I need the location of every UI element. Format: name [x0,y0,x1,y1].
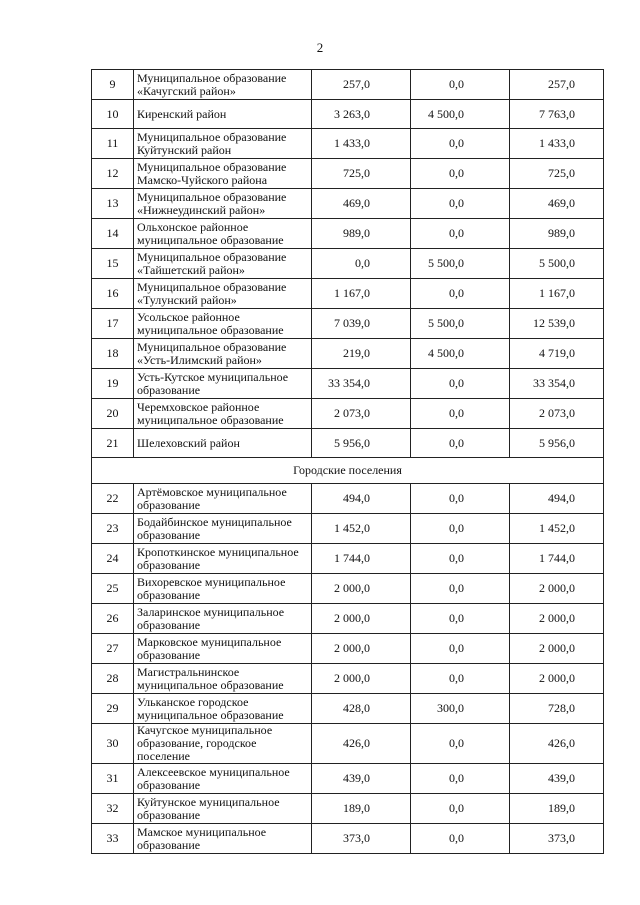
value-col-2: 0,0 [411,794,510,824]
value-col-total: 5 500,0 [510,249,604,279]
value-col-2: 0,0 [411,484,510,514]
row-number: 24 [92,544,134,574]
municipality-name: Марковское муниципальное образование [134,634,312,664]
value-col-2: 0,0 [411,129,510,159]
table-body-municipal-districts [92,70,604,458]
value-col-1: 428,0 [312,694,411,724]
value-col-total: 426,0 [510,724,604,764]
row-number: 27 [92,634,134,664]
row-number: 20 [92,399,134,429]
value-col-2: 0,0 [411,514,510,544]
row-number: 10 [92,100,134,129]
row-number: 33 [92,824,134,854]
row-number: 25 [92,574,134,604]
table-row [92,794,604,824]
row-number: 19 [92,369,134,399]
budget-table [91,69,604,854]
value-col-total: 2 000,0 [510,574,604,604]
value-col-2: 0,0 [411,664,510,694]
row-number: 14 [92,219,134,249]
table-row [92,70,604,100]
table-row [92,724,604,764]
municipality-name: Муниципальное образование «Нижнеудинский район» [134,189,312,219]
table-body-urban-settlements [92,484,604,854]
value-col-1: 257,0 [312,70,411,100]
row-number: 16 [92,279,134,309]
row-number: 29 [92,694,134,724]
section-header-row [92,458,604,484]
value-col-1: 1 744,0 [312,544,411,574]
table-row [92,249,604,279]
table-row [92,219,604,249]
value-col-2: 0,0 [411,824,510,854]
value-col-1: 1 167,0 [312,279,411,309]
value-col-total: 2 073,0 [510,399,604,429]
value-col-1: 426,0 [312,724,411,764]
municipality-name: Заларинское муниципальное образование [134,604,312,634]
value-col-1: 189,0 [312,794,411,824]
value-col-1: 0,0 [312,249,411,279]
municipality-name: Кропоткинское муниципальное образование [134,544,312,574]
table-section-urban [92,458,604,484]
value-col-2: 0,0 [411,189,510,219]
municipality-name: Муниципальное образование Мамско-Чуйского района [134,159,312,189]
value-col-1: 3 263,0 [312,100,411,129]
table-row [92,824,604,854]
value-col-1: 7 039,0 [312,309,411,339]
section-title: Городские поселения [92,458,604,484]
municipality-name: Бодайбинское муниципальное образование [134,514,312,544]
value-col-2: 0,0 [411,429,510,458]
municipality-name: Муниципальное образование Куйтунский район [134,129,312,159]
value-col-1: 1 433,0 [312,129,411,159]
row-number: 18 [92,339,134,369]
municipality-name: Усольское районное муниципальное образование [134,309,312,339]
value-col-total: 989,0 [510,219,604,249]
table-row [92,399,604,429]
value-col-total: 1 452,0 [510,514,604,544]
value-col-total: 4 719,0 [510,339,604,369]
value-col-1: 33 354,0 [312,369,411,399]
value-col-total: 1 744,0 [510,544,604,574]
row-number: 22 [92,484,134,514]
value-col-2: 4 500,0 [411,100,510,129]
municipality-name: Черемховское районное муниципальное образование [134,399,312,429]
value-col-1: 2 000,0 [312,634,411,664]
value-col-total: 12 539,0 [510,309,604,339]
value-col-total: 2 000,0 [510,604,604,634]
page-number: 2 [316,40,324,55]
value-col-total: 494,0 [510,484,604,514]
municipality-name: Муниципальное образование «Качугский район» [134,70,312,100]
row-number: 31 [92,764,134,794]
value-col-2: 0,0 [411,724,510,764]
value-col-2: 5 500,0 [411,309,510,339]
value-col-2: 0,0 [411,544,510,574]
table-row [92,604,604,634]
table-row [92,764,604,794]
table-row [92,694,604,724]
table-row [92,309,604,339]
value-col-2: 0,0 [411,369,510,399]
value-col-1: 219,0 [312,339,411,369]
row-number: 23 [92,514,134,544]
value-col-1: 725,0 [312,159,411,189]
municipality-name: Куйтунское муниципальное образование [134,794,312,824]
row-number: 32 [92,794,134,824]
value-col-1: 5 956,0 [312,429,411,458]
value-col-2: 0,0 [411,764,510,794]
table-row [92,100,604,129]
value-col-total: 439,0 [510,764,604,794]
municipality-name: Алексеевское муниципальное образование [134,764,312,794]
value-col-1: 439,0 [312,764,411,794]
row-number: 21 [92,429,134,458]
value-col-2: 4 500,0 [411,339,510,369]
row-number: 12 [92,159,134,189]
value-col-2: 0,0 [411,219,510,249]
municipality-name: Ольхонское районное муниципальное образование [134,219,312,249]
value-col-2: 300,0 [411,694,510,724]
municipality-name: Качугское муниципальное образование, городское поселение [134,724,312,764]
row-number: 13 [92,189,134,219]
value-col-total: 189,0 [510,794,604,824]
municipality-name: Артёмовское муниципальное образование [134,484,312,514]
municipality-name: Киренский район [134,100,312,129]
table-row [92,574,604,604]
value-col-total: 257,0 [510,70,604,100]
value-col-total: 725,0 [510,159,604,189]
value-col-total: 33 354,0 [510,369,604,399]
value-col-total: 2 000,0 [510,634,604,664]
row-number: 15 [92,249,134,279]
table-row [92,634,604,664]
value-col-2: 0,0 [411,574,510,604]
value-col-2: 5 500,0 [411,249,510,279]
row-number: 30 [92,724,134,764]
value-col-total: 5 956,0 [510,429,604,458]
value-col-2: 0,0 [411,634,510,664]
table-row [92,159,604,189]
municipality-name: Муниципальное образование «Тулунский район» [134,279,312,309]
value-col-total: 1 433,0 [510,129,604,159]
value-col-1: 469,0 [312,189,411,219]
value-col-total: 373,0 [510,824,604,854]
value-col-2: 0,0 [411,604,510,634]
value-col-2: 0,0 [411,70,510,100]
value-col-1: 373,0 [312,824,411,854]
municipality-name: Ульканское городское муниципальное образование [134,694,312,724]
municipality-name: Магистральнинское муниципальное образование [134,664,312,694]
table-row [92,189,604,219]
row-number: 9 [92,70,134,100]
value-col-total: 469,0 [510,189,604,219]
value-col-total: 2 000,0 [510,664,604,694]
table-row [92,544,604,574]
value-col-1: 2 000,0 [312,664,411,694]
municipality-name: Мамское муниципальное образование [134,824,312,854]
row-number: 28 [92,664,134,694]
value-col-2: 0,0 [411,399,510,429]
table-row [92,339,604,369]
municipality-name: Вихоревское муниципальное образование [134,574,312,604]
value-col-total: 1 167,0 [510,279,604,309]
value-col-2: 0,0 [411,159,510,189]
row-number: 17 [92,309,134,339]
value-col-total: 728,0 [510,694,604,724]
municipality-name: Усть-Кутское муниципальное образование [134,369,312,399]
value-col-1: 2 073,0 [312,399,411,429]
municipality-name: Муниципальное образование «Тайшетский район» [134,249,312,279]
table-row [92,369,604,399]
table-row [92,129,604,159]
value-col-1: 494,0 [312,484,411,514]
table-row [92,484,604,514]
value-col-total: 7 763,0 [510,100,604,129]
table-row [92,514,604,544]
value-col-1: 2 000,0 [312,574,411,604]
row-number: 26 [92,604,134,634]
table-row [92,429,604,458]
row-number: 11 [92,129,134,159]
value-col-1: 989,0 [312,219,411,249]
table-row [92,664,604,694]
value-col-2: 0,0 [411,279,510,309]
value-col-1: 1 452,0 [312,514,411,544]
municipality-name: Муниципальное образование «Усть-Илимский район» [134,339,312,369]
table-row [92,279,604,309]
municipality-name: Шелеховский район [134,429,312,458]
value-col-1: 2 000,0 [312,604,411,634]
